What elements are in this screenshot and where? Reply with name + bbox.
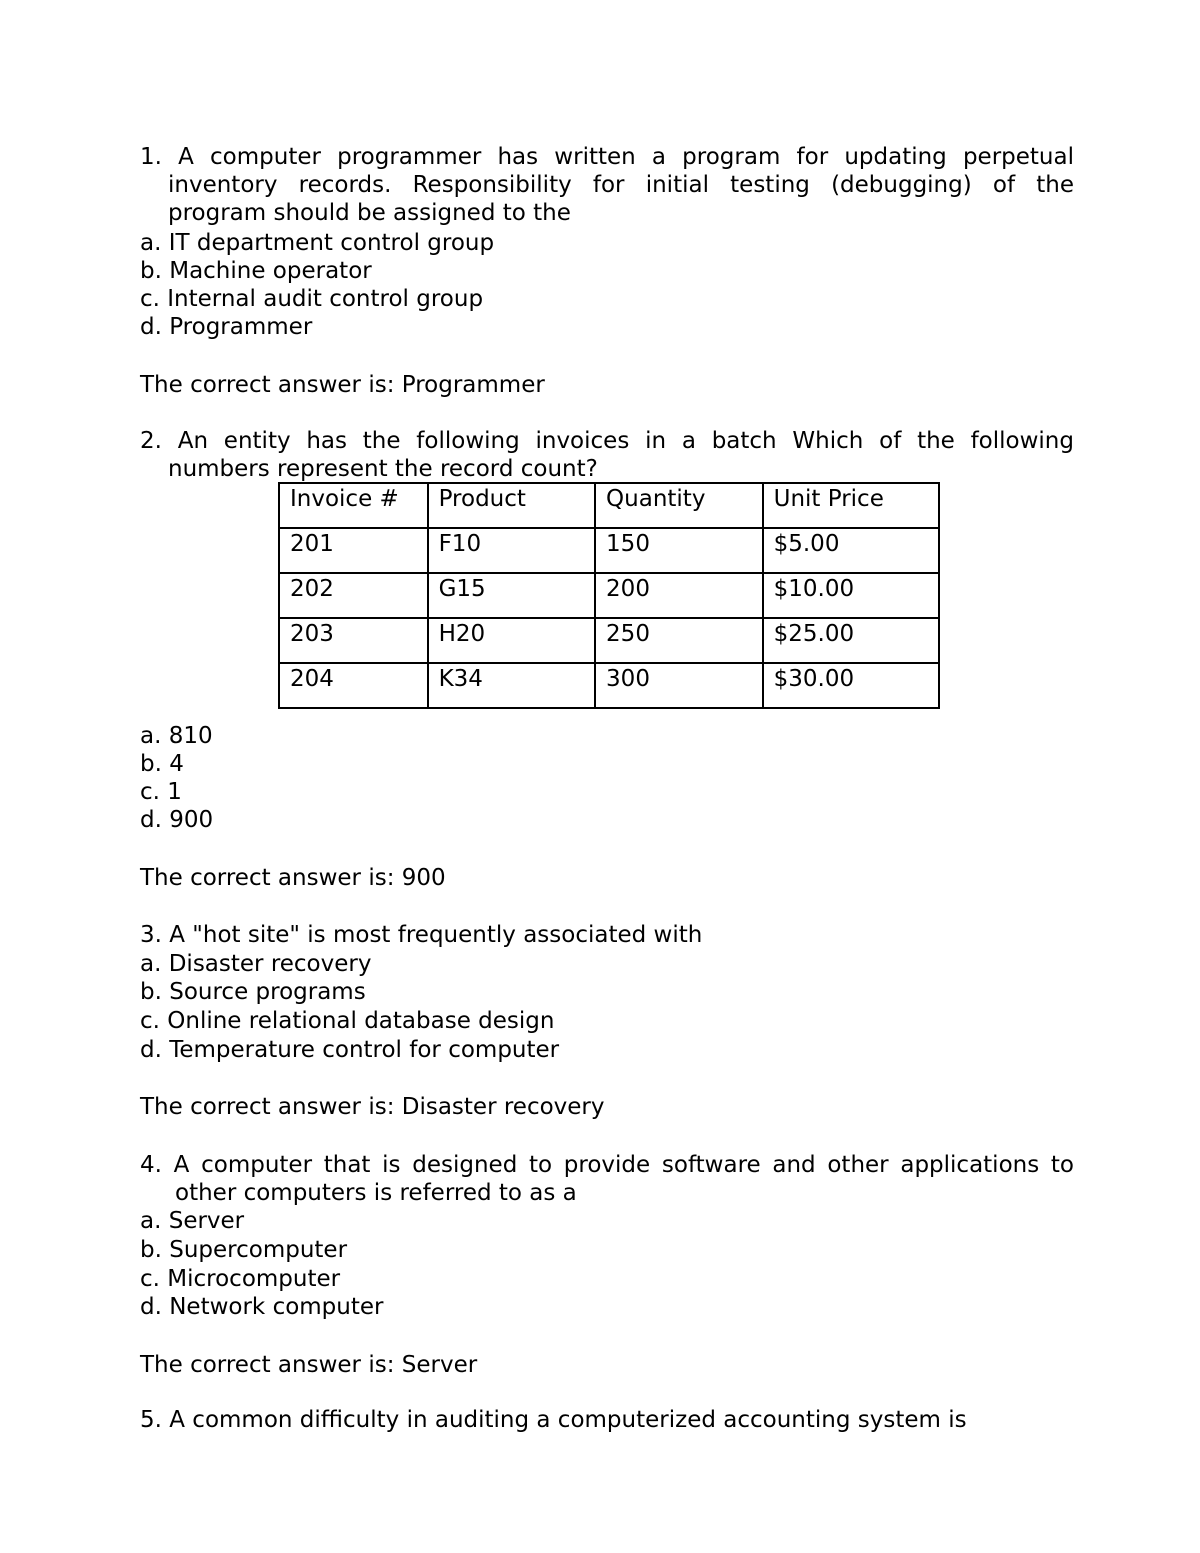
question-4-option-b: b. Supercomputer	[140, 1237, 348, 1263]
question-1-answer: The correct answer is: Programmer	[140, 372, 545, 398]
question-3-option-d: d. Temperature control for computer	[140, 1037, 560, 1063]
table-cell: $25.00	[763, 618, 939, 663]
question-2-option-d: d. 900	[140, 807, 214, 833]
question-1-option-d: d. Programmer	[140, 314, 313, 340]
table-header-row	[279, 483, 939, 528]
question-4-stem: other computers is referred to as a	[175, 1180, 577, 1206]
question-4-stem: 4. A computer that is designed to provide software and other applications to	[140, 1152, 1074, 1178]
question-4-option-a: a. Server	[140, 1208, 245, 1234]
table-cell: 201	[279, 528, 428, 573]
question-2-option-c: c. 1	[140, 779, 182, 805]
question-3-option-a: a. Disaster recovery	[140, 951, 372, 977]
table-cell: F10	[428, 528, 595, 573]
question-4-option-d: d. Network computer	[140, 1294, 384, 1320]
question-5-stem: 5. A common difficulty in auditing a computerized accounting system is	[140, 1407, 967, 1433]
table-header-cell: Product	[428, 483, 595, 528]
question-3-answer: The correct answer is: Disaster recovery	[140, 1094, 605, 1120]
question-3-option-c: c. Online relational database design	[140, 1008, 555, 1034]
table-cell: $30.00	[763, 663, 939, 708]
table-header-cell: Unit Price	[763, 483, 939, 528]
question-4-option-c: c. Microcomputer	[140, 1266, 341, 1292]
table-cell: 200	[595, 573, 763, 618]
question-2-stem: numbers represent the record count?	[168, 456, 598, 482]
table-row	[279, 618, 939, 663]
table-header-cell: Quantity	[595, 483, 763, 528]
question-3-option-b: b. Source programs	[140, 979, 366, 1005]
question-3-stem: 3. A "hot site" is most frequently associated with	[140, 922, 703, 948]
question-1-stem: inventory records. Responsibility for initial testing (debugging) of the	[168, 172, 1074, 198]
table-cell: $10.00	[763, 573, 939, 618]
table-cell: K34	[428, 663, 595, 708]
question-2-option-a: a. 810	[140, 723, 213, 749]
question-4-answer: The correct answer is: Server	[140, 1352, 478, 1378]
question-1-option-b: b. Machine operator	[140, 258, 372, 284]
table-row	[279, 663, 939, 708]
table-cell: 150	[595, 528, 763, 573]
question-1-stem: program should be assigned to the	[168, 200, 571, 226]
question-2-stem: 2. An entity has the following invoices in a batch Which of the following	[140, 428, 1074, 454]
question-1-option-c: c. Internal audit control group	[140, 286, 484, 312]
table-cell: 202	[279, 573, 428, 618]
table-cell: 204	[279, 663, 428, 708]
table-cell: 300	[595, 663, 763, 708]
question-1-option-a: a. IT department control group	[140, 230, 495, 256]
table-cell: $5.00	[763, 528, 939, 573]
table-row	[279, 528, 939, 573]
question-2-option-b: b. 4	[140, 751, 184, 777]
question-1-stem: 1. A computer programmer has written a program for updating perpetual	[140, 144, 1074, 170]
table-cell: 250	[595, 618, 763, 663]
invoice-table	[278, 482, 940, 709]
table-cell: G15	[428, 573, 595, 618]
table-row	[279, 573, 939, 618]
table-cell: 203	[279, 618, 428, 663]
question-2-answer: The correct answer is: 900	[140, 865, 446, 891]
table-header-cell: Invoice #	[279, 483, 428, 528]
table-cell: H20	[428, 618, 595, 663]
